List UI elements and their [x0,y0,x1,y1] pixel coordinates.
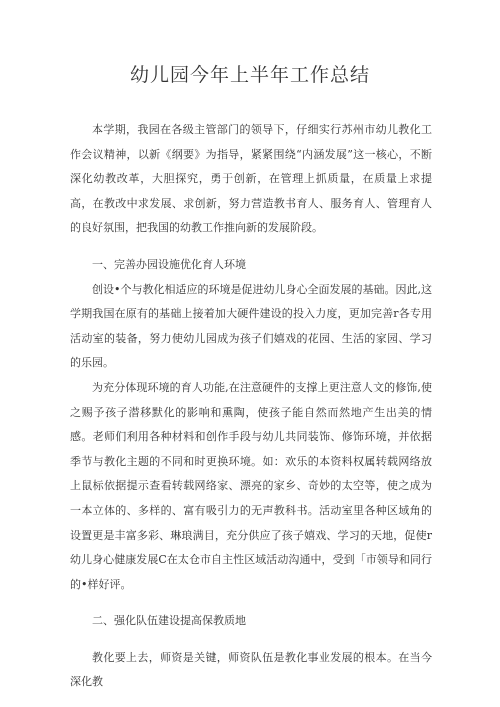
paragraph-environment-2: 为充分体现环境的育人功能,在注意硬件的支撑上更注意人文的修饰,使之赐予孩子潜移默化的影响和熏陶，使孩子能自然而然地产生出美的情感。老师们利用各种材料和创作手段与幼儿共同装饰、修饰环境，并依据季节与教化主题的不同和时更换环境。如：欢乐的本资料权属转载网络放上鼠标依据提示查看转载网络家、漂亮的家乡、奇妙的太空等，使之成为一本立体的、多样的、富有吸引力的无声教科书。活动室里各种区域角的设置更是丰富多彩、琳琅满目，充分供应了孩子嬉戏、学习的天地，促使r幼儿身心健康发展C在太仓市自主性区域活动沟通中，受到「市领导和同行的•样好评。 [70,380,432,591]
spacer [70,241,432,253]
section-heading-2: 二、强化队伍建设提高保教质地 [92,614,246,628]
paragraph-environment-1: 创设•个与教化相适应的环境是促进幼儿身心全面发展的基础。因此,这学期我国在原有的基础上接着加大硬件建设的投入力度，更加完善r各专用活动室的装备，努力使幼儿园成为孩子们嬉戏的花园、生活的家园、学习的乐园。 [70,282,432,370]
spacer [70,597,432,609]
section-heading-1: 一、完善办园设施优化育人环境 [92,257,246,271]
document-body [70,118,432,695]
spacer [70,634,432,646]
paragraph-team: 教化要上去，师资是关键，师资队伍是教化事业发展的根本。在当今深化教 [70,650,432,689]
intro-paragraph: 本学期，我园在各级主管部门的领导下，仔细实行苏州市幼儿教化工作会议精神，以新《纲要》为指导，紧紧围绕“内涵发展”这一核心，不断深化幼教改革，大胆探究，勇于创新，在管理上抓质量，在质量上求提高，在教改中求发展、求创新，努力营造教书育人、服务育人、管理育人的良好氛围，把我国的幼教工作推向新的发展阶段。 [70,123,432,235]
document-title: 幼儿园今年上半年工作总结 [129,64,370,86]
